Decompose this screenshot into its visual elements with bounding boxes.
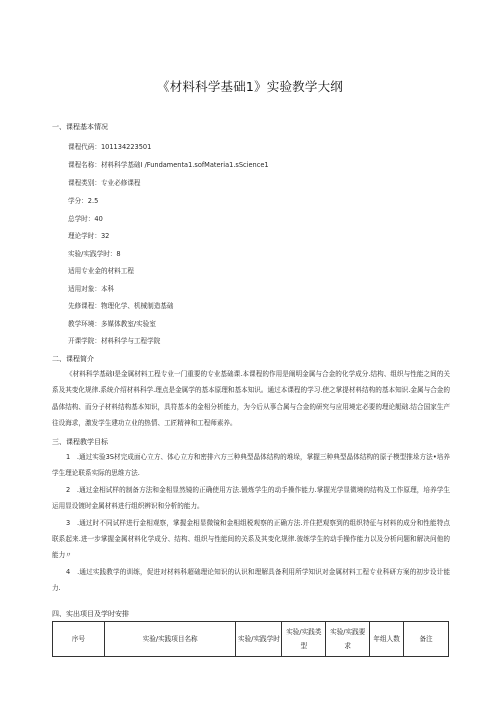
goal-item: 3 .通过时不同试样进行金相观察，掌握金相显微镜和金相组税观察的正确方法.并住把观察到的组织特征与材料的成分和性能特点联系起来.进一步掌握金属材料化学成分、结构、组织与性能间的关系及其变化规律.彼练学生的动手操作能力以及分析问题和解决问他的能力〃 <box>52 518 450 560</box>
offering-college: 开课学院：材料科学与工程学院 <box>68 337 161 345</box>
teaching-goals <box>52 449 450 597</box>
section2-heading: 二、课程简介 <box>52 355 94 363</box>
column-header: 备注 <box>404 622 449 657</box>
teaching-environment: 教学环境：多媒体教室/实验室 <box>68 320 156 328</box>
goal-item: 2 .通过金相试样的制备方法和金相显然镜的正确使用方法.锻炼学生的动手操作能力.掌握光学显微境的结构及工作原理，培养学生运用显设镀时金属材料进行组织辨识和分析的能力。 <box>52 485 450 511</box>
column-header: 实验/实践项目名称 <box>104 622 236 657</box>
column-header: 年组人数 <box>370 622 404 657</box>
applicable-major: 适用专业金的材料工程 <box>68 267 134 275</box>
schedule-table <box>52 621 449 657</box>
document-title: 《材料科学基础1》实验教学大纲 <box>157 79 343 94</box>
lab-hours: 实验/实践学时：8 <box>68 250 121 258</box>
table-header-row <box>53 622 449 657</box>
course-introduction <box>52 366 450 432</box>
section1-heading: 一、课程基本情况 <box>52 123 108 131</box>
column-header: 实验/实践要求 <box>326 622 370 657</box>
prerequisites: 先修课程：物理化学、机械制造基础 <box>68 302 174 310</box>
goal-item: 4 .通过实践教学的训练，促进对材料科超础理论知识的认识和理解具备利用所学知识对金属材料工程专业科研方案的初步设计能力. <box>52 567 450 593</box>
course-category: 课程类别：专业必修课程 <box>68 179 141 187</box>
column-header: 实验/实践学时 <box>236 622 282 657</box>
course-code: 课程代码：101134223501 <box>68 143 152 151</box>
column-header: 序号 <box>53 622 105 657</box>
course-name: 课程名称：材料科学基础I /Fundamenta1.sofMateria1.sScience1 <box>68 161 269 169</box>
credits: 学分：2.5 <box>68 197 99 205</box>
goal-item: 1 .通过实验3S材完成面心立方、体心立方和密排六方三种典型晶体结构的堆垛，掌握三种典型晶体结构的原子模型推垛方法•培养学生理论联系实际的思维方法. <box>52 453 450 478</box>
target-students: 适用对象：本科 <box>68 285 115 293</box>
column-header: 实验/实践类型 <box>282 622 326 657</box>
section3-heading: 三、课程教学目标 <box>52 438 108 446</box>
introduction-text: 《材料科学基础I是金属材料工程专业一门重要的专业基础课.本课程的作用是阐明金属与合金的化学成分.结构、组织与性能之间的关系及其变化规律.系统介绍材料科学.理点是金属学的基本原理和基本知识。通过本课程的学习.使之掌提材料结构的基本知识.金属与合金的晶体结构、而分子材料结构基本知识，具符基本的金相分析能力，为今后从事合属与合金的研究与应用境定必要的理论艇础.结合国家生产往设海求，激发学生建功立业的热情、工匠精神和工程师素养。 <box>52 370 450 428</box>
total-hours: 总学时：40 <box>68 215 103 223</box>
theory-hours: 理论学时：32 <box>68 232 110 240</box>
section4-heading: 四、实出项目及学时安排 <box>52 610 129 618</box>
